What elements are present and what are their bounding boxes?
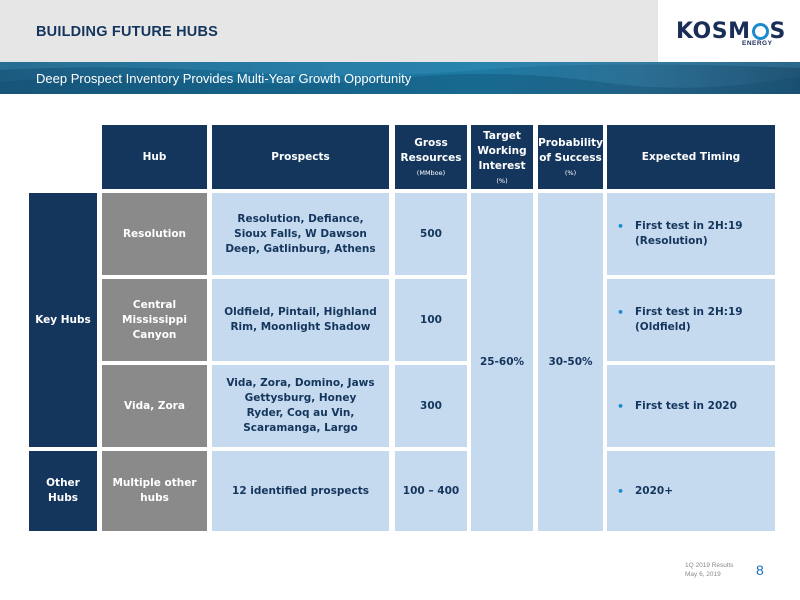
- header-gross-resources: [395, 125, 467, 189]
- header-expected-timing: [607, 125, 775, 189]
- logo-subtext: ENERGY: [742, 40, 773, 47]
- slide-subtitle: Deep Prospect Inventory Provides Multi-Year Growth Opportunity: [36, 71, 412, 86]
- prospects-label: Resolution, Defiance, Sioux Falls, W Dawson Deep, Gatlinburg, Athens: [225, 212, 376, 255]
- gross-value: 100: [420, 313, 442, 326]
- hub-cell: [102, 193, 207, 275]
- timing-cell: [607, 193, 775, 275]
- hub-label: Multiple other hubs: [112, 477, 197, 504]
- hub-cell: [102, 279, 207, 361]
- timing-bullet: • First test in 2H:19 (Resolution): [617, 219, 769, 249]
- probability-of-success-cell: [538, 193, 603, 531]
- twi-value: 25-60%: [479, 355, 525, 368]
- header-target-working-interest: [471, 125, 533, 189]
- gross-value: 300: [420, 399, 442, 412]
- prospects-cell: [212, 279, 389, 361]
- timing-bullet: • First test in 2H:19 (Oldfield): [617, 305, 769, 335]
- prospects-label: Vida, Zora, Domino, Jaws Gettysburg, Honey Ryder, Coq au Vin, Scaramanga, Largo: [226, 377, 375, 434]
- footer-line2: May 6, 2019: [685, 571, 721, 578]
- gross-cell: [395, 451, 467, 531]
- header-gross-unit: (MMboe): [416, 169, 446, 177]
- header-hub: [102, 125, 207, 189]
- hub-label: Vida, Zora: [124, 399, 185, 412]
- header-pos-label: Probability of Success: [538, 137, 603, 164]
- timing-cell: [607, 451, 775, 531]
- group-key-hubs: [29, 193, 97, 447]
- gross-value: 500: [420, 227, 442, 240]
- gross-cell: [395, 193, 467, 275]
- target-working-interest-cell: [471, 193, 533, 531]
- group-other-hubs: [29, 451, 97, 531]
- timing-cell: [607, 365, 775, 447]
- page-number: 8: [756, 562, 764, 578]
- timing-bullet: • 2020+: [617, 484, 673, 499]
- header-timing-label: Expected Timing: [641, 150, 741, 163]
- hub-label: Resolution: [122, 227, 187, 240]
- group-key-hubs-label: Key Hubs: [35, 313, 91, 326]
- footer-text: [685, 561, 765, 579]
- prospects-label: 12 identified prospects: [232, 484, 369, 497]
- slide-title: BUILDING FUTURE HUBS: [36, 24, 219, 40]
- header-prospects: [212, 125, 389, 189]
- prospects-label: Oldfield, Pintail, Highland Rim, Moonlight Shadow: [224, 306, 377, 333]
- prospects-cell: [212, 193, 389, 275]
- header-prospects-label: Prospects: [271, 150, 330, 163]
- gross-value: 100 – 400: [402, 484, 460, 497]
- hub-cell: [102, 451, 207, 531]
- gross-cell: [395, 279, 467, 361]
- kosmos-logo: KOSM S: [676, 19, 786, 44]
- gross-cell: [395, 365, 467, 447]
- prospects-cell: [212, 365, 389, 447]
- header-twi-unit: (%): [496, 176, 508, 185]
- hub-label: Central Mississippi Canyon: [122, 298, 187, 341]
- header-probability-of-success: [538, 125, 603, 189]
- group-other-hubs-label: Other Hubs: [46, 477, 80, 504]
- pos-value: 30-50%: [548, 355, 593, 368]
- prospects-cell: [212, 451, 389, 531]
- header-pos-unit: (%): [564, 169, 577, 177]
- header-gross-label: Gross Resources: [400, 137, 462, 164]
- hub-cell: [102, 365, 207, 447]
- footer-line1: 1Q 2019 Results: [685, 562, 734, 569]
- timing-bullet: • First test in 2020: [617, 399, 737, 414]
- header-twi-label: Target Working Interest: [477, 129, 527, 172]
- logo-globe-icon: [752, 23, 769, 40]
- timing-cell: [607, 279, 775, 361]
- header-hub-label: Hub: [142, 150, 167, 163]
